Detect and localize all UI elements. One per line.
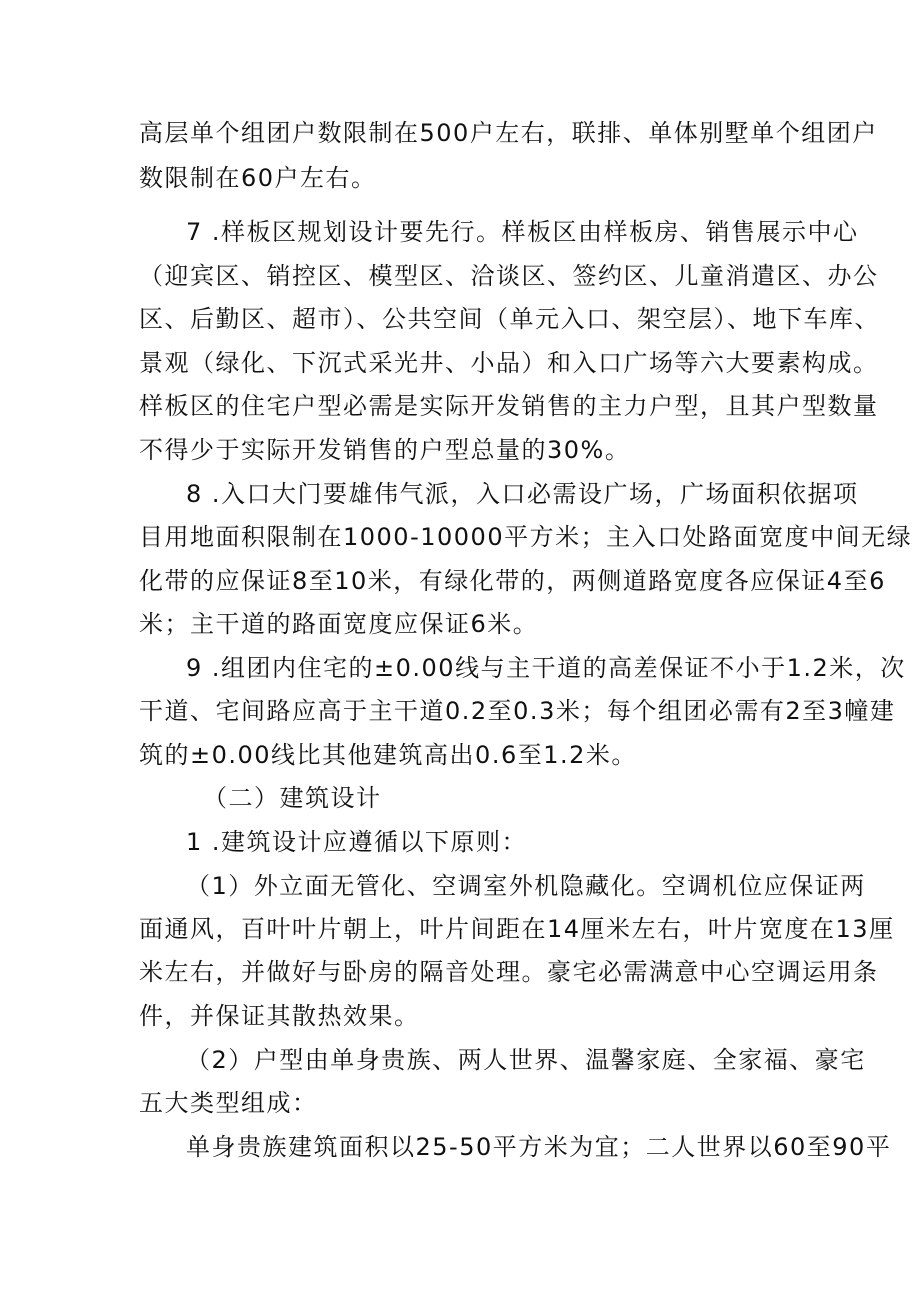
text-line: 米；主干道的路面宽度应保证6米。 bbox=[139, 610, 539, 638]
text-line: 1 .建筑设计应遵循以下原则： bbox=[186, 828, 528, 856]
text-line: 区、后勤区、超市）、公共空间（单元入口、架空层）、地下车库、 bbox=[139, 305, 880, 333]
text-line: 五大类型组成： bbox=[139, 1089, 318, 1117]
text-line: 7 .样板区规划设计要先行。样板区由样板房、销售展示中心 bbox=[186, 218, 859, 246]
text-line: 面通风，百叶叶片朝上，叶片间距在14厘米左右，叶片宽度在13厘 bbox=[139, 915, 895, 943]
text-line: 高层单个组团户数限制在500户左右，联排、单体别墅单个组团户 bbox=[139, 119, 878, 147]
text-line: （1）外立面无管化、空调室外机隐藏化。空调机位应保证两 bbox=[186, 872, 866, 900]
text-line: 化带的应保证8至10米，有绿化带的，两侧道路宽度各应保证4至6 bbox=[139, 567, 886, 595]
text-line: 单身贵族建筑面积以25-50平方米为宜；二人世界以60至90平 bbox=[186, 1133, 892, 1161]
text-line: 米左右，并做好与卧房的隔音处理。豪宅必需满意中心空调运用条 bbox=[139, 958, 879, 986]
text-line: 8 .入口大门要雄伟气派，入口必需设广场，广场面积依据项 bbox=[186, 480, 859, 508]
section-heading: （二）建筑设计 bbox=[203, 784, 382, 812]
text-line: （迎宾区、销控区、模型区、洽谈区、签约区、儿童消遣区、办公 bbox=[139, 262, 879, 290]
text-line: 目用地面积限制在1000-10000平方米；主入口处路面宽度中间无绿 bbox=[139, 523, 913, 551]
text-line: 9 .组团内住宅的±0.00线与主干道的高差保证不小于1.2米，次 bbox=[186, 654, 906, 682]
text-line: 不得少于实际开发销售的户型总量的30%。 bbox=[139, 436, 631, 464]
text-line: 样板区的住宅户型必需是实际开发销售的主力户型，且其户型数量 bbox=[139, 392, 879, 420]
text-line: 干道、宅间路应高于主干道0.2至0.3米；每个组团必需有2至3幢建 bbox=[139, 697, 896, 725]
text-line: 数限制在60户左右。 bbox=[139, 164, 377, 192]
text-line: 筑的±0.00线比其他建筑高出0.6至1.2米。 bbox=[139, 741, 637, 769]
text-line: 件，并保证其散热效果。 bbox=[139, 1002, 420, 1030]
text-line: 景观（绿化、下沉式采光井、小品）和入口广场等六大要素构成。 bbox=[139, 349, 879, 377]
text-line: （2）户型由单身贵族、两人世界、温馨家庭、全家福、豪宅 bbox=[186, 1046, 866, 1074]
